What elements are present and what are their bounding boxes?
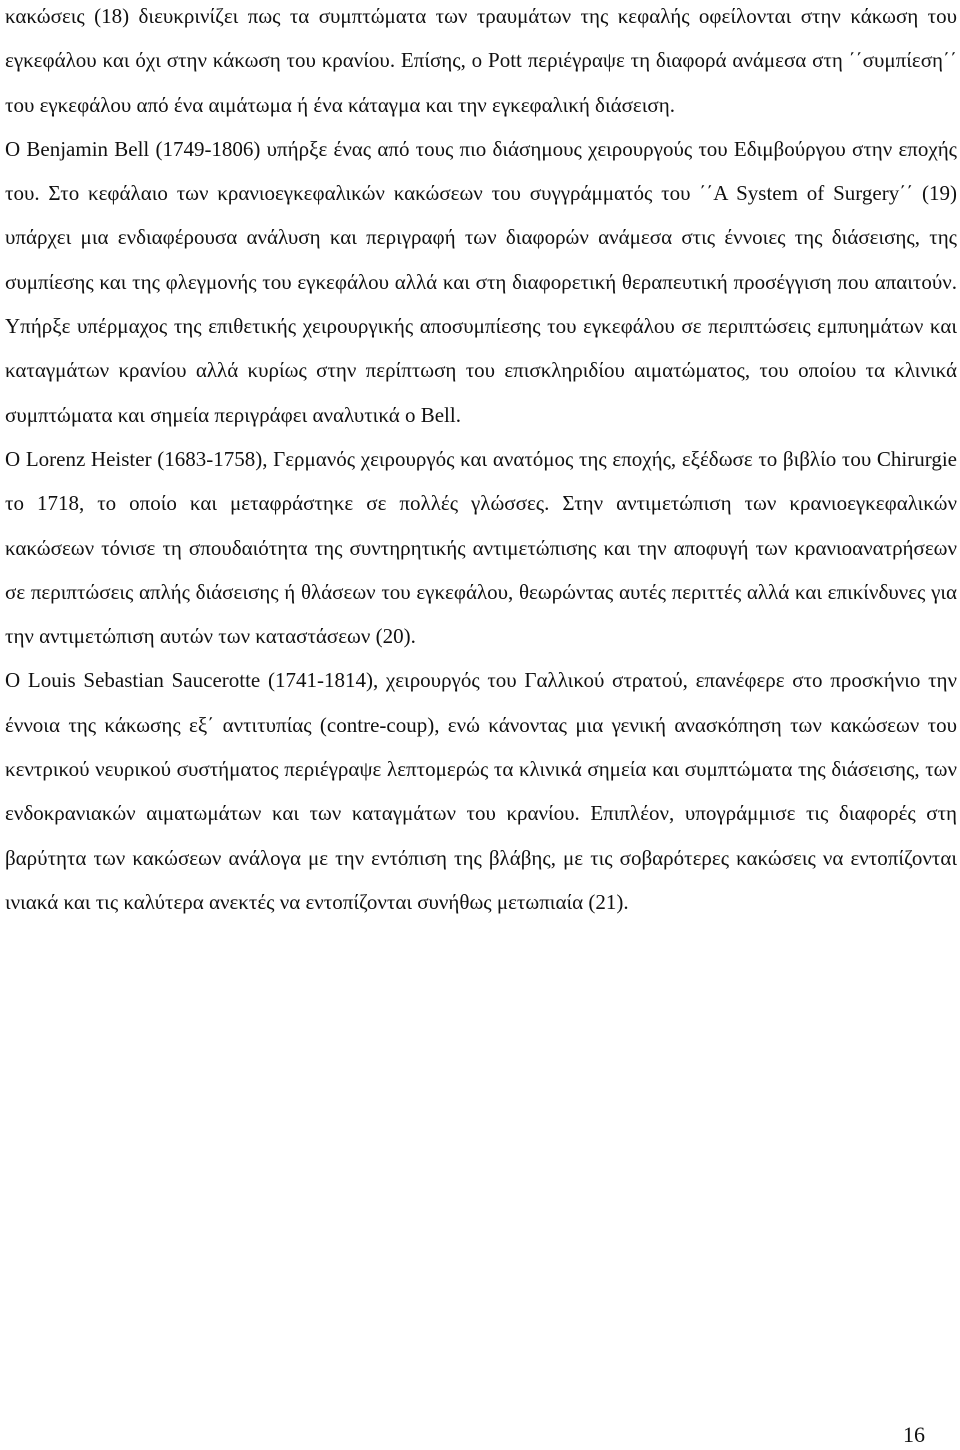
- document-page: [5, 0, 957, 924]
- paragraph-heister: O Lorenz Heister (1683-1758), Γερμανός χειρουργός και ανατόμος της εποχής, εξέδωσε το βιβλίο του Chirurgie το 1718, το οποίο και μεταφράστηκε σε πολλές γλώσσες. Στην αντιμετώπιση των κρανιοεγκεφαλικών κακώσεων τόνισε τη σπουδαιότητα της συντηρητικής αντιμετώπισης και την αποφυγή των κρανιοανατρήσεων σε περιπτώσεις απλής διάσεισης ή θλάσεων του εγκεφάλου, θεωρώντας αυτές περιττές αλλά και επικίνδυνες για την αντιμετώπιση αυτών των καταστάσεων (20).: [5, 446, 957, 649]
- page-number: 16: [903, 1422, 925, 1447]
- paragraph-saucerotte: O Louis Sebastian Saucerotte (1741-1814), χειρουργός του Γαλλικού στρατού, επανέφερε στο προσκήνιο την έννοια της κάκωσης εξ΄ αντιτυπίας (contre-coup), ενώ κάνοντας μια γενική ανασκόπηση των κακώσεων του κεντρικού νευρικού συστήματος περιέγραψε λεπτομερώς τα κλινικά σημεία και συμπτώματα της διάσεισης, των ενδοκρανιακών αιματωμάτων και των καταγμάτων του κρανίου. Επιπλέον, υπογράμμισε τις διαφορές στη βαρύτητα των κακώσεων ανάλογα με την εντόπιση της βλάβης, με τις σοβαρότερες κακώσεις να εντοπίζονται ινιακά και τις καλύτερα ανεκτές να εντοπίζονται συνήθως μετωπιαία (21).: [5, 668, 957, 914]
- paragraph-pott: κακώσεις (18) διευκρινίζει πως τα συμπτώματα των τραυμάτων της κεφαλής οφείλονται στην κάκωση του εγκεφάλου και όχι στην κάκωση του κρανίου. Επίσης, ο Pott περιέγραψε τη διαφορά ανάμεσα στη ΄΄συμπίεση΄΄ του εγκεφάλου από ένα αιμάτωμα ή ένα κάταγμα και την εγκεφαλική διάσειση.: [5, 4, 957, 117]
- paragraph-bell: O Benjamin Bell (1749-1806) υπήρξε ένας από τους πιο διάσημους χειρουργούς του Εδιμβούργου στην εποχής του. Στο κεφάλαιο των κρανιοεγκεφαλικών κακώσεων του συγγράμματός του ΄΄A System of Surgery΄΄ (19) υπάρχει μια ενδιαφέρουσα ανάλυση και περιγραφή των διαφορών ανάμεσα στις έννοιες της διάσεισης, της συμπίεσης και της φλεγμονής του εγκεφάλου αλλά και στη διαφορετική θεραπευτική προσέγγιση που απαιτούν. Υπήρξε υπέρμαχος της επιθετικής χειρουργικής αποσυμπίεσης του εγκεφάλου σε περιπτώσεις εμπυημάτων και καταγμάτων κρανίου αλλά κυρίως στην περίπτωση του επισκληριδίου αιματώματος, του οποίου τα κλινικά συμπτώματα και σημεία περιγράφει αναλυτικά ο Bell.: [5, 136, 957, 427]
